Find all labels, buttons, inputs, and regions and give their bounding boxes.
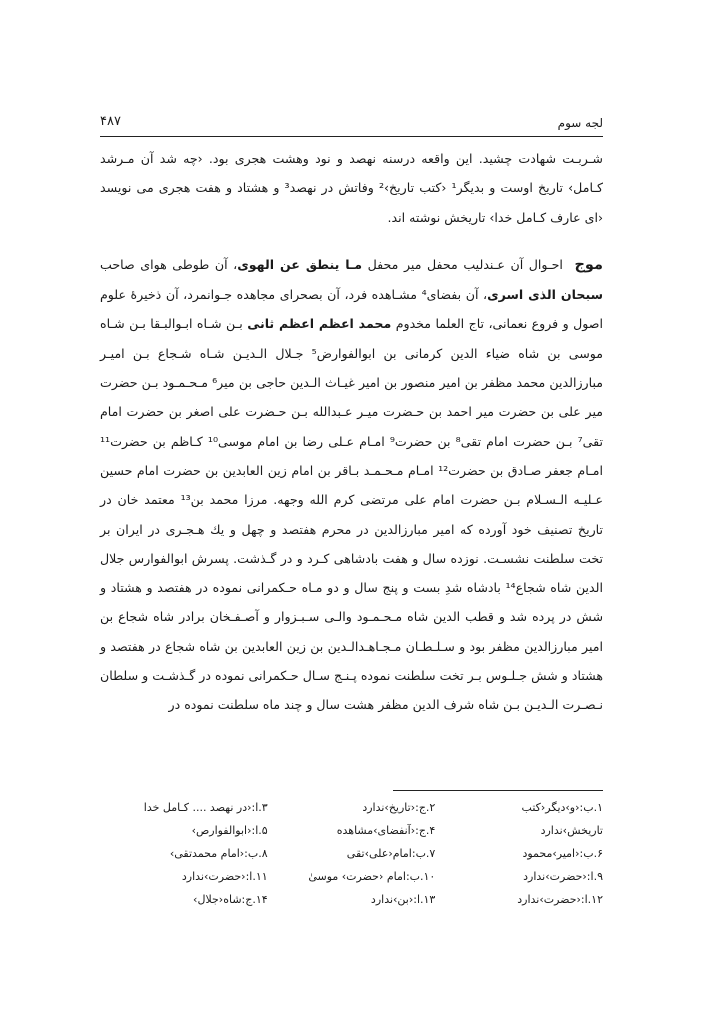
footnote: ۱۳.ا:‹بن›ندارد	[370, 893, 436, 906]
footnote: ۱۰.ب:امام ‹حضرت› موسیٰ	[308, 870, 436, 883]
bold-name: محمد اعظم اعظم ثانی	[247, 316, 392, 332]
footnote: ۱۴.ج:شاه‹جلال›	[193, 893, 268, 906]
footnote: ۴.ج:‹آنفضای›مشاهده	[336, 824, 436, 837]
main-text	[100, 144, 603, 720]
text-run: بـن شـاه ابـوالبـقا بـن شـاه موسی بن شاه ضیاء الدین کرمانی بن ابوالفوارض⁵ جـلال الـدیـن شـاه شـجاع بـن امیـر مبارزالدین محمد مظفر بن امیر منصور بن امیر غیـاث الـدین حاجی بن میر⁶ مـحـمـود بـن حضرت میر علی بن حضرت میر احمد بن حـضرت میـر عـبدالله بـن حـضرت علی اصغر بن حضرت امام تقی⁷ بـن حضرت امام تقی⁸ بن حضرت⁹ امـام عـلی رضا بن امام موسی¹⁰ کـاظم بن حضرت¹¹ امـام جعفر صـادق بن حضرت¹² امـام مـحـمـد بـاقر بن امام زین العابدین بن حضرت امام حسین عـلیـه الـسـلام بـن حضرت امام علی مرتضی کرم الله وجهه. مرزا محمد بن¹³ معتمد خان در تاریخ تصنیف خود آورده که امیر مبارزالدین در محرم هفتصد و چهل و یك هـجـری در ایران بر تخت سلطنت نشسـت. نوزده سال و هفت بادشاهی کـرد و در گـذشت. پسرش ابوالفوارس جلال الدین شاه شجاع¹⁴ بادشاه شدِ بست و پنج سال و دو مـاه حـکمرانی نموده در هفتصد و هشتاد و شش در پرده شد و قطب الدین شاه مـحـمـود والـی سـبـزوار و آصـفـخان برادر شاه شجاع بن امیر مبارزالدین مظفر بود و سـلـطـان مـجـاهـدالـدین بن زین العابدین بن شاه شجاع در هفتصد و هشتاد و شش جـلـوس بـر تخت سلطنت نموده پـنـج سـال حـکمرانی نموده در گـذشـت و سلطان نـصـرت الـدیـن بـن شاه شرف الدین مظفر هشت سال و چند ماه سلطنت نموده در	[100, 316, 604, 713]
footnotes	[100, 800, 603, 908]
bold-phrase: سبحان الذی اسری	[487, 287, 604, 303]
bold-phrase: مـا ینطق عن الهوی	[237, 256, 363, 272]
footnote: ۱۱.ا:‹حضرت›ندارد	[181, 870, 268, 883]
chapter-title: لجه سوم	[557, 116, 603, 130]
text-run: ، آن بفضای⁴ مشـاهده فرد، آن بصحرای مجاهده جـوانمرد، آن ذخیرهٔ علوم اصول و فروع نعمانی، تاج العلما مخدوم	[100, 287, 603, 332]
footnote: ۱.ب:‹و›دیگر‹کتب	[521, 801, 603, 814]
footnote: ۳.ا:‹در نهصد .... کـامل خدا	[143, 801, 268, 814]
paragraph-gap	[100, 232, 603, 250]
page-number: ۴۸۷	[100, 114, 121, 129]
text-run: احـوال آن عـندلیب محفل میر محفل	[367, 256, 563, 272]
paragraph-2	[100, 250, 603, 720]
section-heading: موج	[574, 256, 603, 273]
footnote: تاریخش›ندارد	[540, 824, 603, 837]
footnote: ۹.ا:‹حضرت›ندارد	[523, 870, 603, 883]
footnote: ۱۲.ا:‹حضرت›ندارد	[517, 893, 603, 906]
footnote: ۲.ج:‹تاریخ›ندارد	[362, 801, 436, 814]
footnote: ۶.ب:‹امیر›محمود	[522, 847, 603, 860]
footnote-separator	[393, 790, 603, 791]
running-header	[100, 112, 603, 137]
paragraph-1: شـربـت شهادت چشید. این واقعه درسنه نهصد و نود وهشت هجری بود. ‹چه شد آن مـرشد کـامل› تاریخ اوست و بدیگر¹ ‹کتب تاریخ›² وفاتش در نهصد³ و هشتاد و هفت هجری می نویسد ‹ای عارف کـامل خدا› تاریخش نوشته اند.	[100, 151, 603, 225]
text-run: ، آن طوطی هوای صاحب	[100, 256, 238, 272]
footnote: ۸.ب:‹امام محمدتقی›	[169, 847, 268, 860]
footnote: ۵.ا:‹ابوالفوارص›	[191, 824, 268, 837]
footnote: ۷.ب:امام‹علی›تقی	[346, 847, 436, 860]
